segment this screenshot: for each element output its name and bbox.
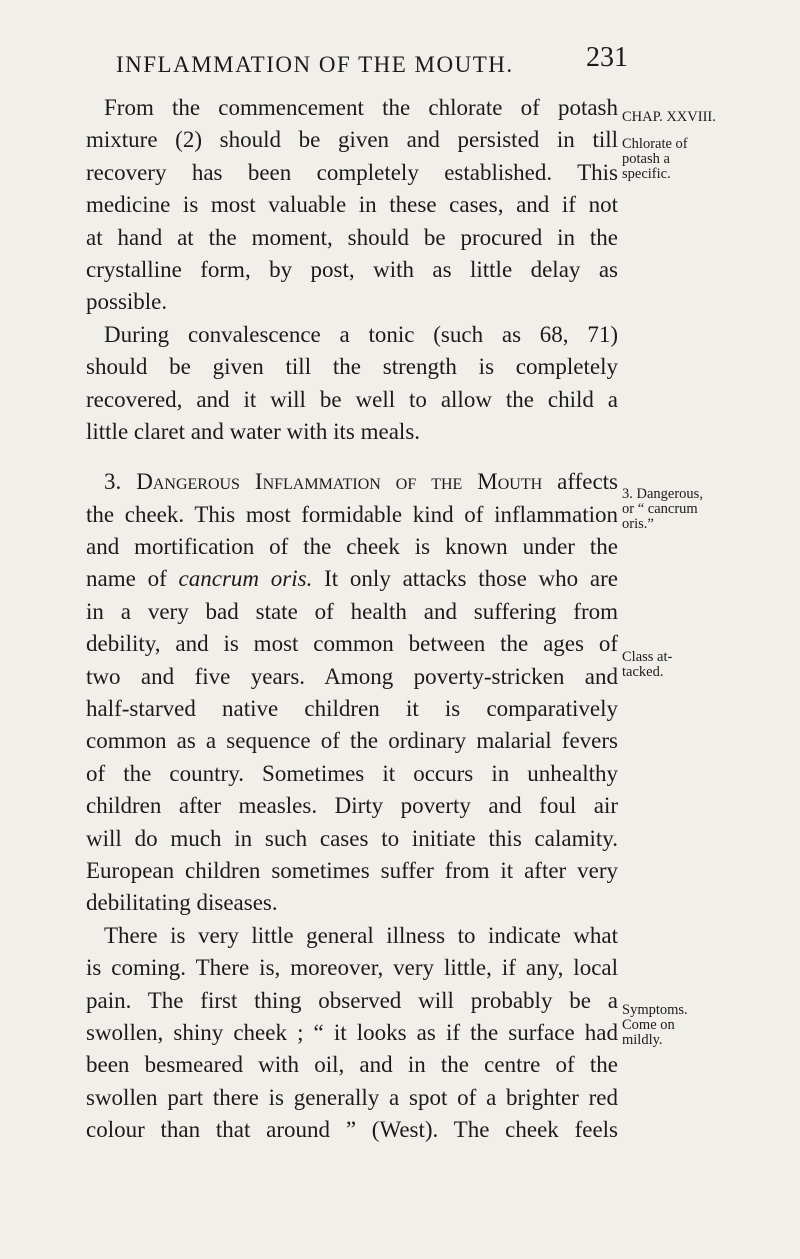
margin-note-class (622, 650, 672, 680)
text-line: mixture (2) should be given and persisted in till (86, 127, 618, 153)
margin-note-symptoms (622, 1003, 688, 1048)
text-line: and mortification of the cheek is known under the (86, 534, 618, 560)
text-line: little claret and water with its meals. (86, 418, 421, 444)
margin-note-line: CHAP. XXVIII. (622, 109, 716, 125)
text-line: will do much in such cases to initiate this calamity. (86, 825, 618, 851)
text-line: the cheek. This most formidable kind of inflammation (86, 501, 618, 527)
section-heading-rest: affects (557, 469, 618, 495)
margin-note-dangerous (622, 487, 703, 532)
text-line: should be given till the strength is completely (86, 354, 618, 380)
section-gap (86, 448, 618, 466)
text-line: been besmeared with oil, and in the centre of the (86, 1052, 618, 1078)
margin-note-line: Symptoms. (622, 1002, 688, 1018)
text-line: From the commencement the chlorate of potash (104, 95, 618, 120)
text-line: swollen, shiny cheek ; “ it looks as if the surface had (86, 1019, 618, 1045)
margin-note-line: tacked. (622, 664, 664, 680)
section-heading-line (86, 466, 618, 498)
margin-note-line: specific. (622, 166, 671, 182)
margin-note-line: 3. Dangerous, (622, 486, 703, 502)
text-line: common as a sequence of the ordinary malarial fevers (86, 728, 618, 754)
text-line: crystalline form, by post, with as little delay as (86, 256, 618, 282)
margin-note-line: Come on (622, 1017, 675, 1033)
page-number: 231 (586, 42, 628, 73)
text-fragment: It only attacks those who are (324, 566, 619, 592)
text-line: colour than that around ” (West). The cheek feels (86, 1117, 618, 1143)
margin-note-line: oris.” (622, 516, 654, 532)
text-line (86, 563, 618, 595)
text-line: in a very bad state of health and suffering from (86, 598, 618, 624)
term-cancrum-oris: cancrum oris. (178, 566, 313, 592)
text-fragment: name of (86, 566, 167, 592)
text-line: pain. The first thing observed will probably be a (86, 987, 618, 1013)
text-line: There is very little general illness to indicate what (104, 922, 618, 948)
text-line: recovered, and it will be well to allow the child a (86, 386, 618, 412)
text-line: debility, and is most common between the ages of (86, 631, 618, 657)
text-line: two and five years. Among poverty-stricken and (86, 663, 618, 689)
text-line: debilitating diseases. (86, 890, 278, 916)
margin-note-chapter (622, 110, 716, 125)
text-line: During convalescence a tonic (such as 68, 71) (104, 321, 618, 347)
text-line: possible. (86, 289, 168, 315)
text-line: European children sometimes suffer from it after very (86, 857, 618, 883)
text-line: recovery has been completely established. This (86, 159, 618, 185)
margin-note-line: potash a (622, 151, 670, 167)
body-text (86, 92, 618, 1147)
section-heading: Dangerous Inflammation of the Mouth (136, 469, 543, 495)
text-line: is coming. There is, moreover, very little, if any, local (86, 955, 618, 981)
margin-note-line: Class at- (622, 649, 673, 665)
text-line: at hand at the moment, should be procured in the (86, 224, 618, 250)
text-line: children after measles. Dirty poverty and foul air (86, 793, 618, 819)
margin-note-line: Chlorate of (622, 136, 688, 152)
text-line: medicine is most valuable in these cases, and if not (86, 192, 618, 218)
margin-note-line: or “ cancrum (622, 501, 698, 517)
text-line: half-starved native children it is comparatively (86, 696, 618, 722)
margin-note-chlorate (622, 137, 688, 182)
running-title: INFLAMMATION OF THE MOUTH. (116, 52, 514, 77)
section-number: 3. (104, 469, 122, 495)
text-line: of the country. Sometimes it occurs in unhealthy (86, 760, 618, 786)
margin-note-line: mildly. (622, 1032, 663, 1048)
text-line: swollen part there is generally a spot of a brighter red (86, 1084, 618, 1110)
